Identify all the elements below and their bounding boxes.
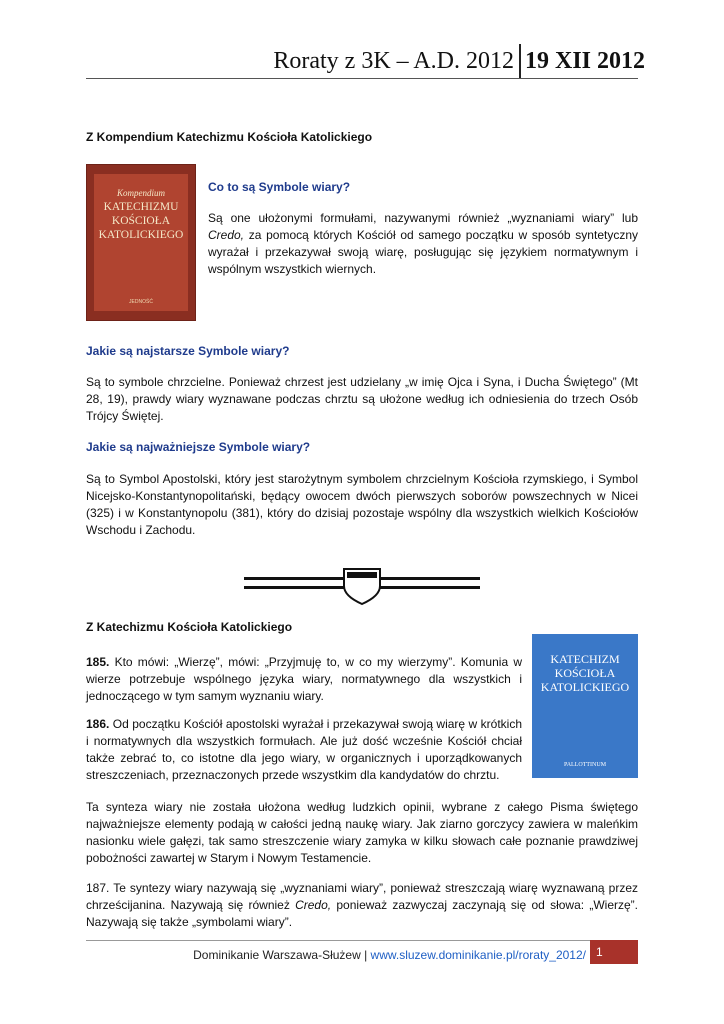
- header-rule: [86, 78, 638, 79]
- paragraph-185: 185. Kto mówi: „Wierzę”, mówi: „Przyjmuję to, w co my wierzymy”. Komunia w wierze potrzebuje wspólnego języka wiary, normatywnego dla wszystkich i jednoczącego w tym samym wyznaniu wiary.: [86, 655, 522, 703]
- paragraph-186-continued: Ta synteza wiary nie została ułożona według ludzkich opinii, wybrane z całego Pisma świętego najważniejsze elementy podają w całości jedną naukę wiary. Jak ziarno gorczycy zawiera w maleńkim nasionku wiele gałęzi, tak samo streszczenie wiary zamyka w kilku słowach całe poznanie prawdziwej pobożności zawartej w Starym i Nowym Testamencie.: [86, 800, 638, 865]
- katechizm-book-cover-image: [532, 634, 638, 778]
- footer-text: Dominikanie Warszawa-Służew | www.sluzew.dominikanie.pl/roraty_2012/: [193, 948, 586, 962]
- section-heading-kompendium: Z Kompendium Katechizmu Kościoła Katolickiego: [86, 130, 373, 144]
- answer-paragraph: Są to Symbol Apostolski, który jest starożytnym symbolem chrzcielnym Kościoła rzymskiego, i Symbol Nicejsko-Konstantynopolitański, będący owocem dwóch pierwszych soborów powszechnych w Nicei (325) i w Konstantynopolu (381), który do dzisiaj pozostaje wspólny dla wszystkich wielkich Kościołów Wschodu i Zachodu.: [86, 472, 638, 537]
- cover-publisher: JEDNOŚĆ: [129, 299, 153, 305]
- cover-subtitle: Kompendium: [117, 188, 165, 198]
- kompendium-book-cover-image: [86, 164, 196, 321]
- footer-website-link[interactable]: www.sluzew.dominikanie.pl/roraty_2012/: [370, 948, 586, 962]
- footer-rule: [86, 940, 638, 941]
- cover-publisher: PALLOTTINUM: [563, 762, 607, 768]
- cover-title: KATECHIZMU KOŚCIOŁA KATOLICKIEGO: [98, 201, 184, 241]
- paragraph-186: 186. Od początku Kościół apostolski wyrażał i przekazywał swoją wiarę w krótkich i normatywnych dla wszystkich formułach. Ale już dość wcześnie Kościół chciał także zebrać to, co istotne dla jego wiary, w organicznych i uporządkowanych streszczeniach, przeznaczonych przede wszystkim dla kandydatów do chrztu.: [86, 717, 522, 782]
- document-date: 19 XII 2012: [525, 48, 646, 74]
- question-heading: Jakie są najstarsze Symbole wiary?: [86, 344, 290, 358]
- paragraph-187: 187. Te syntezy wiary nazywają się „wyznaniami wiary”, ponieważ streszczają wiarę wyznawaną przez chrześcijanina. Nazywają się również Credo, ponieważ zazwyczaj zaczynają się od słowa: „Wierzę”. Nazywają się także „symbolami wiary”.: [86, 881, 638, 929]
- question-heading: Jakie są najważniejsze Symbole wiary?: [86, 440, 311, 454]
- shield-divider-icon: [244, 566, 480, 606]
- cover-title: KATECHIZM KOŚCIOŁA KATOLICKIEGO: [540, 652, 630, 694]
- question-heading: Co to są Symbole wiary?: [208, 180, 351, 194]
- page-number-badge: 1: [590, 940, 638, 964]
- answer-paragraph: Są one ułożonymi formułami, nazywanymi również „wyznaniami wiary” lub Credo, za pomocą których Kościół od samego początku w sposób syntetyczny wyrażał i przekazywał swoją wiarę, posługując się językiem normatywnym i wspólnym wszystkich wiernych.: [208, 211, 638, 276]
- answer-paragraph: Są to symbole chrzcielne. Ponieważ chrzest jest udzielany „w imię Ojca i Syna, i Ducha Świętego” (Mt 28, 19), prawdy wiary wyznawane podczas chrztu są ułożone według ich odniesienia do trzech Osób Trójcy Świętej.: [86, 375, 638, 423]
- section-heading-katechizm: Z Katechizmu Kościoła Katolickiego: [86, 620, 293, 634]
- document-title: Roraty z 3K – A.D. 2012: [273, 48, 514, 74]
- header-separator: [519, 44, 521, 78]
